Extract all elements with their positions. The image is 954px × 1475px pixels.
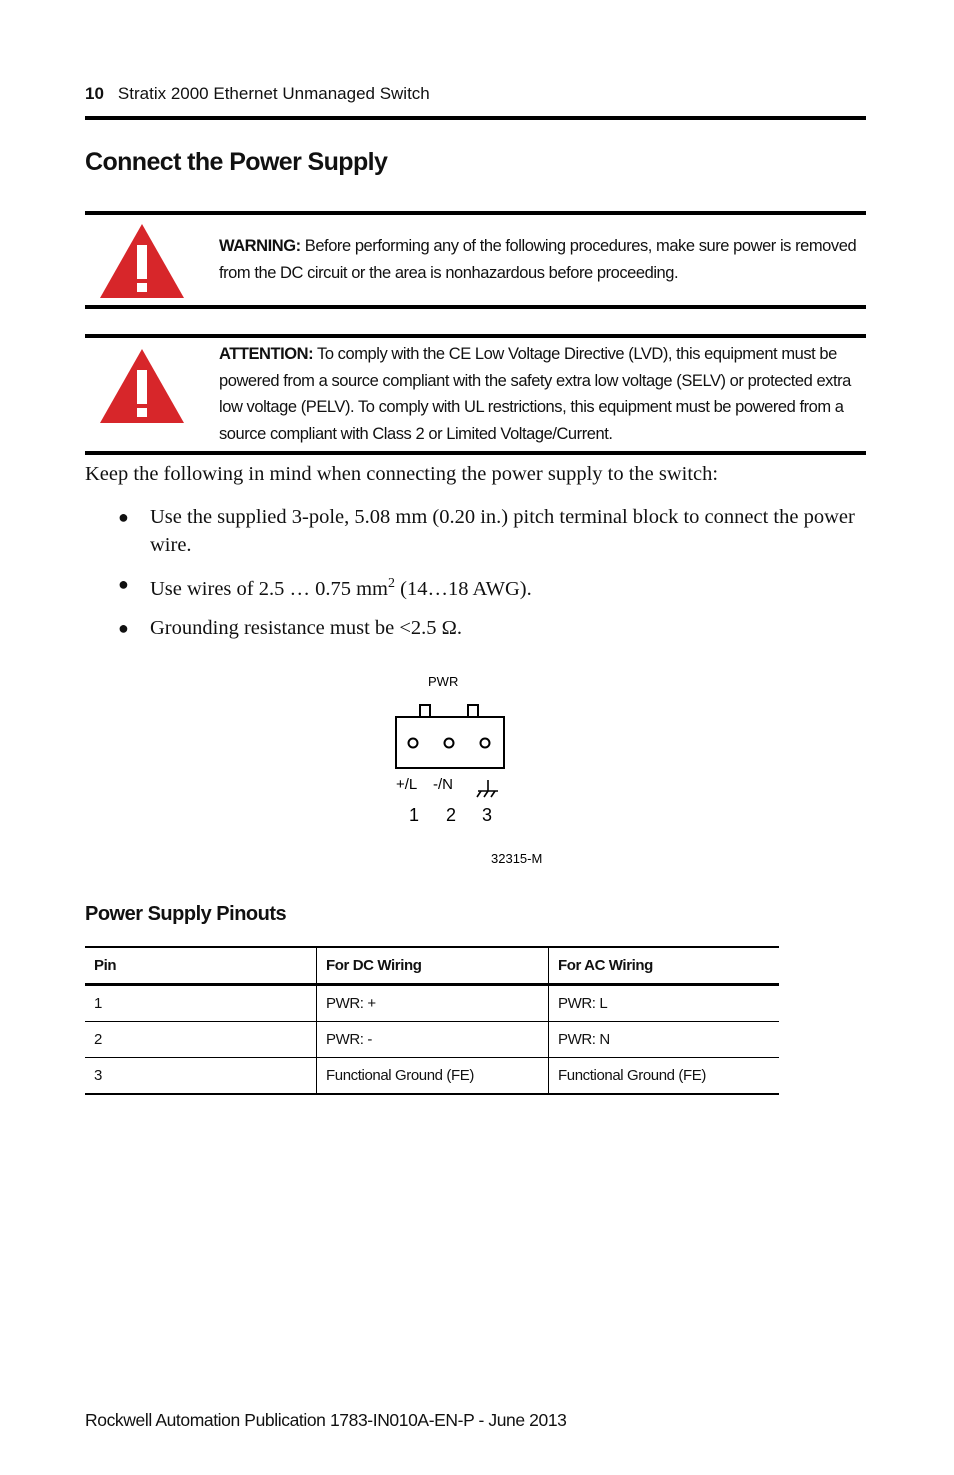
page-footer: Rockwell Automation Publication 1783-IN010A-EN-P - June 2013 [85, 1410, 567, 1430]
terminal-label-minus-n: -/N [433, 776, 453, 793]
warning-label: WARNING: [219, 237, 301, 255]
table-cell: PWR: L [549, 985, 780, 1022]
terminal-block-diagram [380, 665, 580, 875]
table-cell: 3 [94, 1067, 102, 1084]
page-number: 10 [85, 84, 104, 103]
ground-symbol-icon [477, 780, 498, 797]
figure-id: 32315-M [491, 851, 543, 866]
table-cell: 2 [94, 1031, 102, 1048]
bullet-icon: ● [118, 507, 129, 527]
warning-text [219, 233, 866, 286]
pin-number: 1 [409, 805, 420, 825]
bullet-superscript: 2 [388, 576, 396, 591]
table-cell: Functional Ground (FE) [317, 1058, 549, 1095]
pinouts-table [85, 946, 779, 1095]
bullet-text: Grounding resistance must be <2.5 Ω. [150, 616, 463, 639]
warning-triangle-icon [97, 346, 187, 426]
pin-number: 2 [446, 805, 457, 825]
bullet-text: Use the supplied 3-pole, 5.08 mm (0.20 in.) pitch terminal block to connect the power wire. [150, 506, 855, 556]
column-header-ac-wiring: For AC Wiring [549, 947, 780, 985]
bullet-list [118, 503, 858, 653]
list-item [118, 570, 858, 603]
warning-triangle-icon [97, 221, 187, 301]
bullet-icon: ● [118, 617, 129, 638]
attention-text [219, 341, 866, 447]
terminal-label-plus-l: +/L [396, 776, 418, 793]
running-title: Stratix 2000 Ethernet Unmanaged Switch [117, 84, 430, 103]
warning-body: Before performing any of the following procedures, make sure power is removed from the DC circuit or the area is nonhazardous before proceeding. [219, 237, 857, 282]
column-header-pin: Pin [94, 957, 117, 974]
table-row [85, 1058, 779, 1095]
pinouts-table-title: Power Supply Pinouts [85, 903, 287, 925]
attention-body: To comply with the CE Low Voltage Directive (LVD), this equipment must be powered from a source compliant with the safety extra low voltage (SELV) or protected extra low voltage (PELV). To comply with UL restrictions, this equipment must be powered from a source compliant with Class 2 or Limited Voltage/Current. [219, 345, 851, 443]
terminal-block [396, 705, 504, 768]
attention-notice [85, 334, 866, 455]
section-title: Connect the Power Supply [85, 148, 388, 176]
intro-paragraph: Keep the following in mind when connecting the power supply to the switch: [85, 463, 719, 485]
table-cell: PWR: - [317, 1022, 549, 1058]
table-header-row [85, 947, 779, 985]
table-row [85, 1022, 779, 1058]
bullet-text-post: (14…18 AWG). [395, 577, 532, 600]
table-cell: 1 [94, 995, 102, 1012]
diagram-pwr-label: PWR [428, 674, 459, 689]
bullet-text-pre: Use wires of 2.5 … 0.75 mm [150, 577, 389, 600]
warning-notice [85, 211, 866, 309]
column-header-dc-wiring: For DC Wiring [317, 947, 549, 985]
table-cell: PWR: N [549, 1022, 780, 1058]
table-row [85, 985, 779, 1022]
list-item [118, 503, 858, 559]
table-cell: Functional Ground (FE) [549, 1058, 780, 1095]
running-header [85, 84, 430, 104]
header-rule [85, 116, 866, 120]
attention-label: ATTENTION: [219, 345, 314, 363]
list-item [118, 614, 858, 642]
pin-number: 3 [482, 805, 493, 825]
bullet-icon: ● [118, 574, 129, 594]
table-cell: PWR: + [317, 985, 549, 1022]
